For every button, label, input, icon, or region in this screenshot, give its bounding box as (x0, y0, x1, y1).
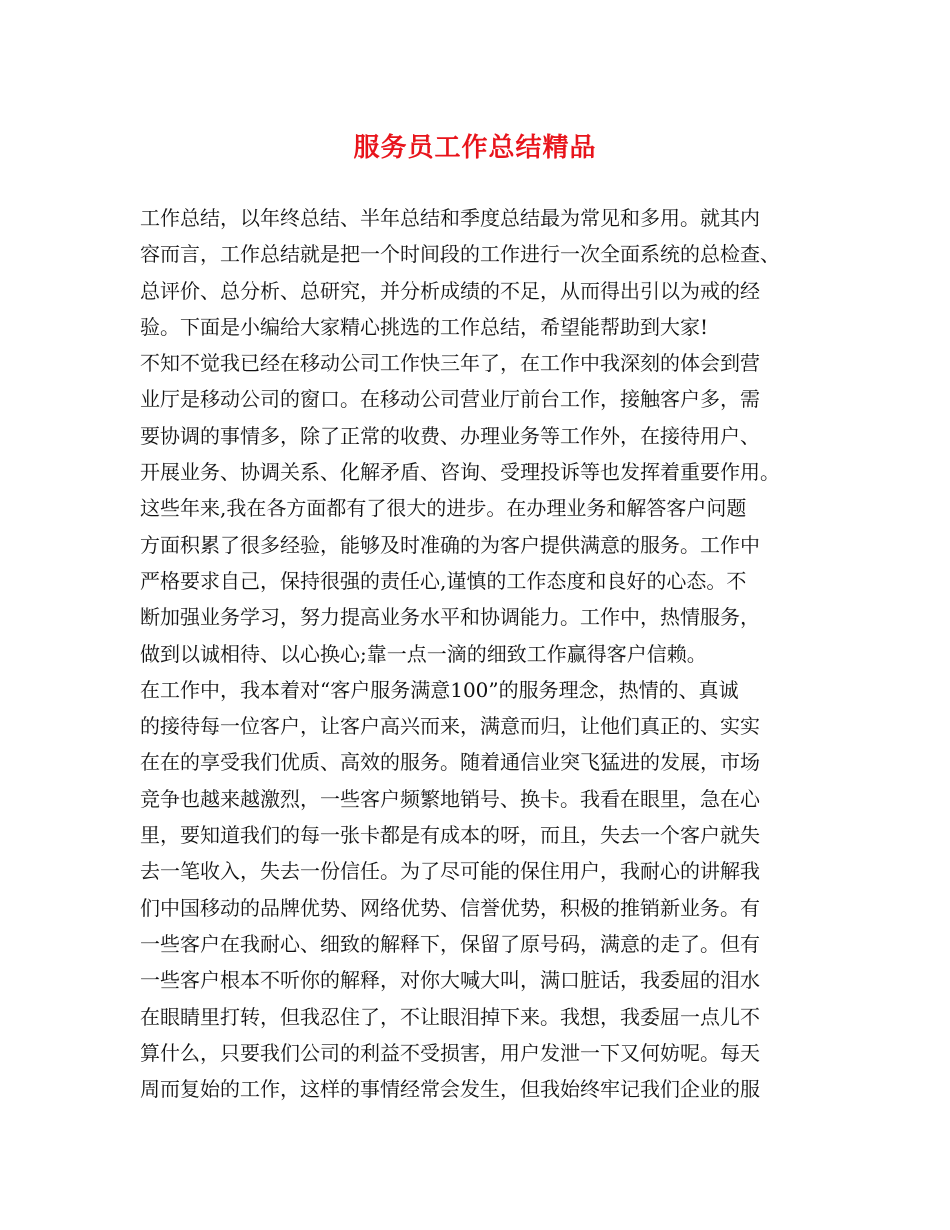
text-line: 的接待每一位客户，让客户高兴而来，满意而归，让他们真正的、实实 (140, 714, 760, 739)
text-line: 一些客户在我耐心、细致的解释下，保留了原号码，满意的走了。但有 (140, 931, 760, 956)
text-line: 方面积累了很多经验，能够及时准确的为客户提供满意的服务。工作中 (140, 532, 760, 557)
text-line: 验。下面是小编给大家精心挑选的工作总结，希望能帮助到大家! (140, 314, 709, 339)
document-title: 服务员工作总结精品 (353, 133, 597, 163)
text-line: 容而言，工作总结就是把一个时间段的工作进行一次全面系统的总检查、 (140, 242, 780, 267)
text-line: 要协调的事情多，除了正常的收费、办理业务等工作外，在接待用户、 (140, 423, 760, 448)
text-line: 做到以诚相待、以心换心;靠一点一滴的细致工作赢得客户信赖。 (140, 641, 707, 666)
text-line: 在工作中，我本着对“客户服务满意100”的服务理念，热情的、真诚 (140, 677, 739, 702)
text-line: 这些年来,我在各方面都有了很大的进步。在办理业务和解答客户问题 (140, 496, 747, 521)
text-line: 总评价、总分析、总研究，并分析成绩的不足，从而得出引以为戒的经 (140, 278, 760, 303)
text-line: 在眼睛里打转，但我忍住了，不让眼泪掉下来。我想，我委屈一点儿不 (140, 1004, 760, 1029)
text-line: 断加强业务学习，努力提高业务水平和协调能力。工作中，热情服务， (140, 605, 760, 630)
text-line: 工作总结，以年终总结、半年总结和季度总结最为常见和多用。就其内 (140, 206, 760, 230)
text-line: 算什么，只要我们公司的利益不受损害，用户发泄一下又何妨呢。每天 (140, 1040, 760, 1065)
text-line: 去一笔收入，失去一份信任。为了尽可能的保住用户，我耐心的讲解我 (140, 859, 760, 884)
text-line: 里，要知道我们的每一张卡都是有成本的呀，而且，失去一个客户就失 (140, 823, 760, 848)
text-line: 不知不觉我已经在移动公司工作快三年了，在工作中我深刻的体会到营 (140, 351, 760, 376)
text-line: 一些客户根本不听你的解释，对你大喊大叫，满口脏话，我委屈的泪水 (140, 968, 760, 993)
text-line: 开展业务、协调关系、化解矛盾、咨询、受理投诉等也发挥着重要作用。 (140, 460, 780, 485)
document-body (140, 200, 830, 1107)
text-line: 业厅是移动公司的窗口。在移动公司营业厅前台工作，接触客户多，需 (140, 387, 760, 412)
text-line: 竞争也越来越激烈，一些客户频繁地销号、换卡。我看在眼里，急在心 (140, 786, 760, 811)
text-line: 严格要求自己，保持很强的责任心,谨慎的工作态度和良好的心态。不 (140, 568, 747, 593)
text-line: 们中国移动的品牌优势、网络优势、信誉优势，积极的推销新业务。有 (140, 895, 760, 920)
text-line: 在在的享受我们优质、高效的服务。随着通信业突飞猛进的发展，市场 (140, 750, 760, 775)
text-line: 周而复始的工作，这样的事情经常会发生，但我始终牢记我们企业的服 (140, 1077, 760, 1102)
